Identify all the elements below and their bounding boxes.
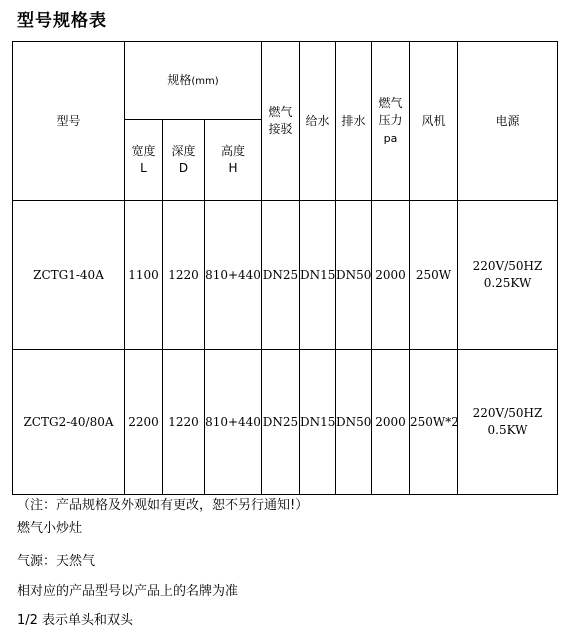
note-head-count: 1/2 表示单头和双头 [17,613,134,628]
cell-drain: DN50 [336,201,372,350]
header-drain: 排水 [336,42,372,201]
header-water-inlet: 给水 [300,42,336,201]
cell-width: 1100 [125,201,163,350]
cell-height: 810+440 [205,350,262,495]
header-model: 型号 [13,42,125,201]
cell-width: 2200 [125,350,163,495]
cell-depth: 1220 [163,201,205,350]
page-title: 型号规格表 [17,11,107,31]
cell-model: ZCTG2-40/80A [13,350,125,495]
spec-table [12,41,558,495]
cell-gas: DN25 [262,201,300,350]
header-gas-connection: 燃气 接驳 [262,42,300,201]
header-width: 宽度 L [125,120,163,201]
cell-depth: 1220 [163,350,205,495]
cell-gas: DN25 [262,350,300,495]
header-depth: 深度 D [163,120,205,201]
header-gas-pressure: 燃气 压力 pa [372,42,410,201]
cell-pressure: 2000 [372,350,410,495]
note-gas-source: 气源：天然气 [17,554,96,569]
header-spec: 规格(mm) [125,42,262,120]
header-fan: 风机 [410,42,458,201]
cell-fan: 250W*2 [410,350,458,495]
note-product-name: 燃气小炒灶 [17,521,83,536]
cell-height: 810+440 [205,201,262,350]
table-row [13,201,558,350]
header-power: 电源 [458,42,558,201]
cell-power: 220V/50HZ 0.25KW [458,201,558,350]
cell-water: DN15 [300,350,336,495]
note-disclaimer: （注：产品规格及外观如有更改，恕不另行通知!） [17,498,309,513]
table-row [13,350,558,495]
cell-power: 220V/50HZ 0.5KW [458,350,558,495]
cell-drain: DN50 [336,350,372,495]
header-height: 高度 H [205,120,262,201]
cell-model: ZCTG1-40A [13,201,125,350]
cell-pressure: 2000 [372,201,410,350]
cell-fan: 250W [410,201,458,350]
cell-water: DN15 [300,201,336,350]
note-nameplate: 相对应的产品型号以产品上的名牌为准 [17,584,239,599]
